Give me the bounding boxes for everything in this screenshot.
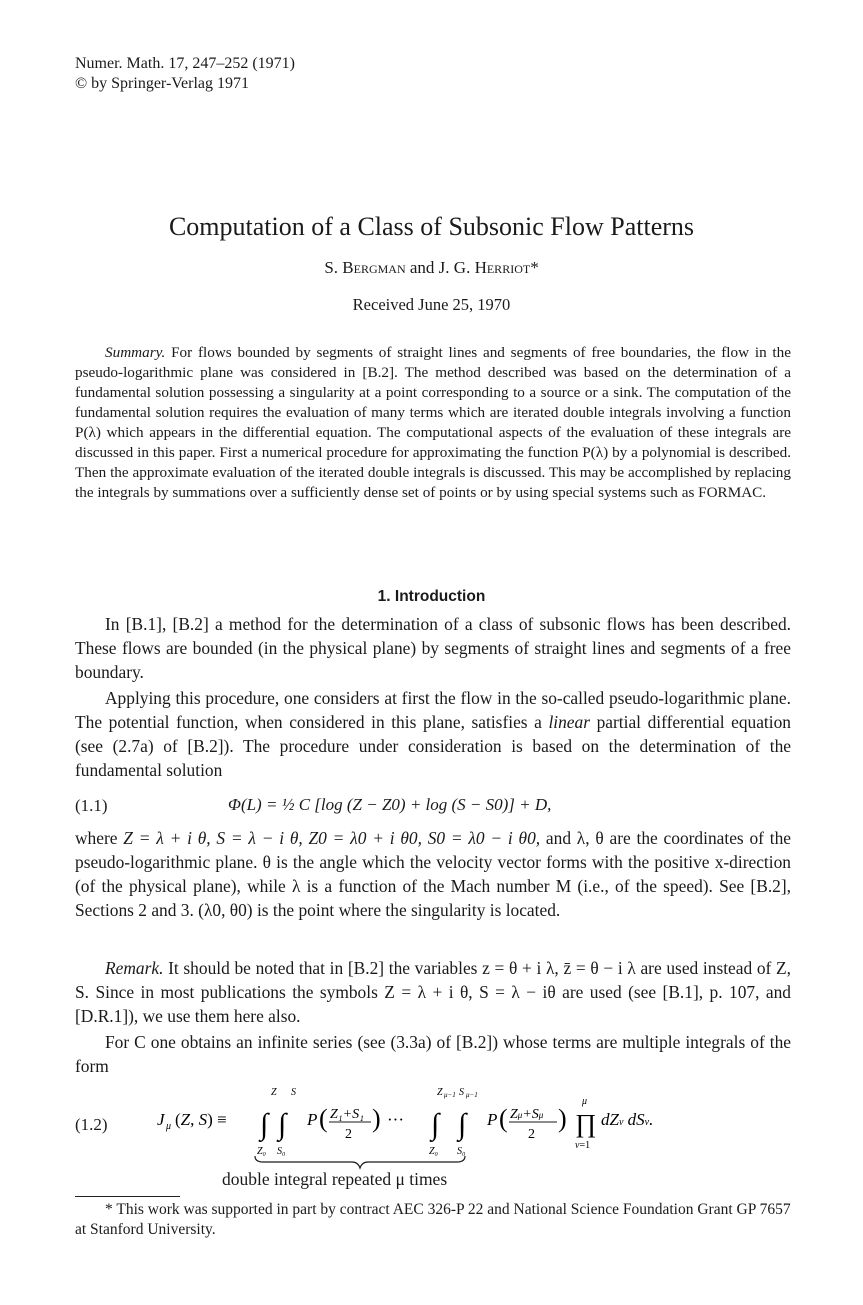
summary-paragraph (75, 343, 791, 503)
svg-text:2: 2 (345, 1127, 352, 1142)
intro-paragraph-3 (75, 826, 791, 922)
author1-first: S. (324, 258, 343, 277)
svg-text:μ: μ (166, 1121, 172, 1132)
svg-text:ν=1: ν=1 (575, 1140, 591, 1151)
svg-text:): ) (372, 1104, 381, 1133)
equation-1-1: Φ(L) = ½ C [log (Z − Z0) + log (S − S0)] + D, (228, 795, 552, 814)
svg-text:P: P (307, 1110, 318, 1129)
svg-text:(: ( (319, 1104, 328, 1133)
copyright-line: © by Springer-Verlag 1971 (75, 75, 250, 92)
svg-text:Z: Z (271, 1087, 277, 1098)
summary-label: Summary. (105, 344, 166, 361)
svg-text:S₀: S₀ (457, 1146, 466, 1157)
section-heading: 1. Introduction (377, 588, 486, 605)
svg-text:(: ( (499, 1104, 508, 1133)
author2-last: Herriot (474, 258, 531, 277)
received-date: Received June 25, 1970 (352, 295, 511, 314)
authors-and: and (405, 258, 439, 277)
paper-title: Computation of a Class of Subsonic Flow Patterns (168, 212, 695, 241)
p3-variables: Z = λ + i θ, S = λ − i θ, Z0 = λ0 + i θ0, S0 = λ0 − i θ0, (123, 828, 541, 848)
journal-citation: Numer. Math. 17, 247–252 (1971) (75, 55, 295, 72)
p2-text-a: Applying this procedure, one considers at first the flow in the so-called pseudo-logarithmic plane. The potential function, when considered in this plane, satisfies a (75, 688, 791, 732)
svg-text:μ−1: μ−1 (466, 1091, 478, 1099)
svg-text:P: P (487, 1110, 498, 1129)
svg-text:Zμ+Sμ: Zμ+Sμ (510, 1107, 544, 1122)
svg-text:S₀: S₀ (277, 1146, 286, 1157)
eq1-label: (1.1) (75, 796, 108, 815)
svg-text:∏: ∏ (575, 1109, 597, 1138)
svg-text:∫: ∫ (278, 1108, 287, 1141)
svg-text:2: 2 (528, 1127, 535, 1142)
svg-text:(Z, S) ≡: (Z, S) ≡ (175, 1110, 227, 1129)
svg-text:Z: Z (437, 1087, 443, 1098)
author2-first: J. G. (438, 258, 475, 277)
svg-text:S: S (459, 1087, 464, 1098)
svg-text:dZν dSν.: dZν dSν. (601, 1110, 654, 1129)
authors-line (0, 258, 863, 278)
svg-text:···: ··· (387, 1110, 404, 1129)
p3-text-a: where (75, 828, 124, 848)
intro-paragraph-4: For C one obtains an infinite series (see (3.3a) of [B.2]) whose terms are multiple integrals of the form (75, 1032, 791, 1076)
svg-text:Z₀: Z₀ (429, 1146, 439, 1157)
svg-text:∫: ∫ (458, 1108, 467, 1141)
remark-label: Remark. (105, 958, 164, 978)
intro-paragraph-1: In [B.1], [B.2] a method for the determination of a class of subsonic flows has been described. These flows are bounded (in the physical plane) by segments of straight lines and segments of a free boundary. (75, 614, 791, 682)
svg-text:∫: ∫ (260, 1108, 269, 1141)
svg-text:μ−1: μ−1 (444, 1091, 456, 1099)
svg-text:Z₀: Z₀ (257, 1146, 267, 1157)
svg-text:): ) (558, 1104, 567, 1133)
svg-text:∫: ∫ (431, 1108, 440, 1141)
p3-text-b: and λ, θ are the coordinates of the pseudo-logarithmic plane. θ is the angle which the velocity vector forms with the positive x-direction (of the physical plane), while λ is a function of the Mach number M (i.e., of the speed). See [B.2], Sections 2 and 3. (λ0, θ0) is the point where the singularity is located. (75, 828, 791, 920)
footnote-divider (75, 1196, 180, 1197)
journal-header (75, 54, 295, 94)
intro-paragraph-2 (75, 686, 791, 782)
svg-text:μ: μ (582, 1096, 588, 1107)
p2-linear: linear (548, 712, 590, 732)
eq2-label: (1.2) (75, 1115, 108, 1134)
footnote-mark: * (530, 258, 539, 277)
svg-text:Z₁+S₁: Z₁+S₁ (330, 1107, 364, 1122)
p2-text-b: partial differential equation (see (2.7a) of [B.2]). The procedure under consideration is based on the determination of the fundamental solution (75, 712, 791, 780)
footnote: * This work was supported in part by contract AEC 326-P 22 and National Science Foundation Grant GP 7657 at Stanford University. (75, 1201, 791, 1238)
summary-text: For flows bounded by segments of straight lines and segments of free boundaries, the flow in the pseudo-logarithmic plane was considered in [B.2]. The method described was based on the determination of a fundamental solution possessing a singularity at a point corresponding to a source or a sink. The computation of the fundamental solution requires the evaluation of many terms which are iterated double integrals involving a function P(λ) which appears in the differential equation. The computational aspects of the evaluation of these integrals are discussed in this paper. First a numerical procedure for approximating the function P(λ) by a polynomial is described. Then the approximate evaluation of the iterated double integrals is discussed. This may be accomplished by replacing the integrals by summations over a sufficiently dense set of points or by using special systems such as FORMAC. (75, 344, 791, 501)
svg-text:J: J (157, 1110, 165, 1129)
equation-1-2 (155, 1082, 715, 1172)
equation-brace-label: double integral repeated μ times (222, 1169, 448, 1189)
remark-paragraph (75, 956, 791, 1028)
author1-last: Bergman (342, 258, 406, 277)
remark-text: It should be noted that in [B.2] the variables z = θ + i λ, z̄ = θ − i λ are used instead of Z, S. Since in most publications the symbols Z = λ + i θ, S = λ − iθ are used (see [B.1], p. 107, and [D.R.1]), we use them here also. (75, 958, 791, 1026)
svg-text:S: S (291, 1087, 296, 1098)
